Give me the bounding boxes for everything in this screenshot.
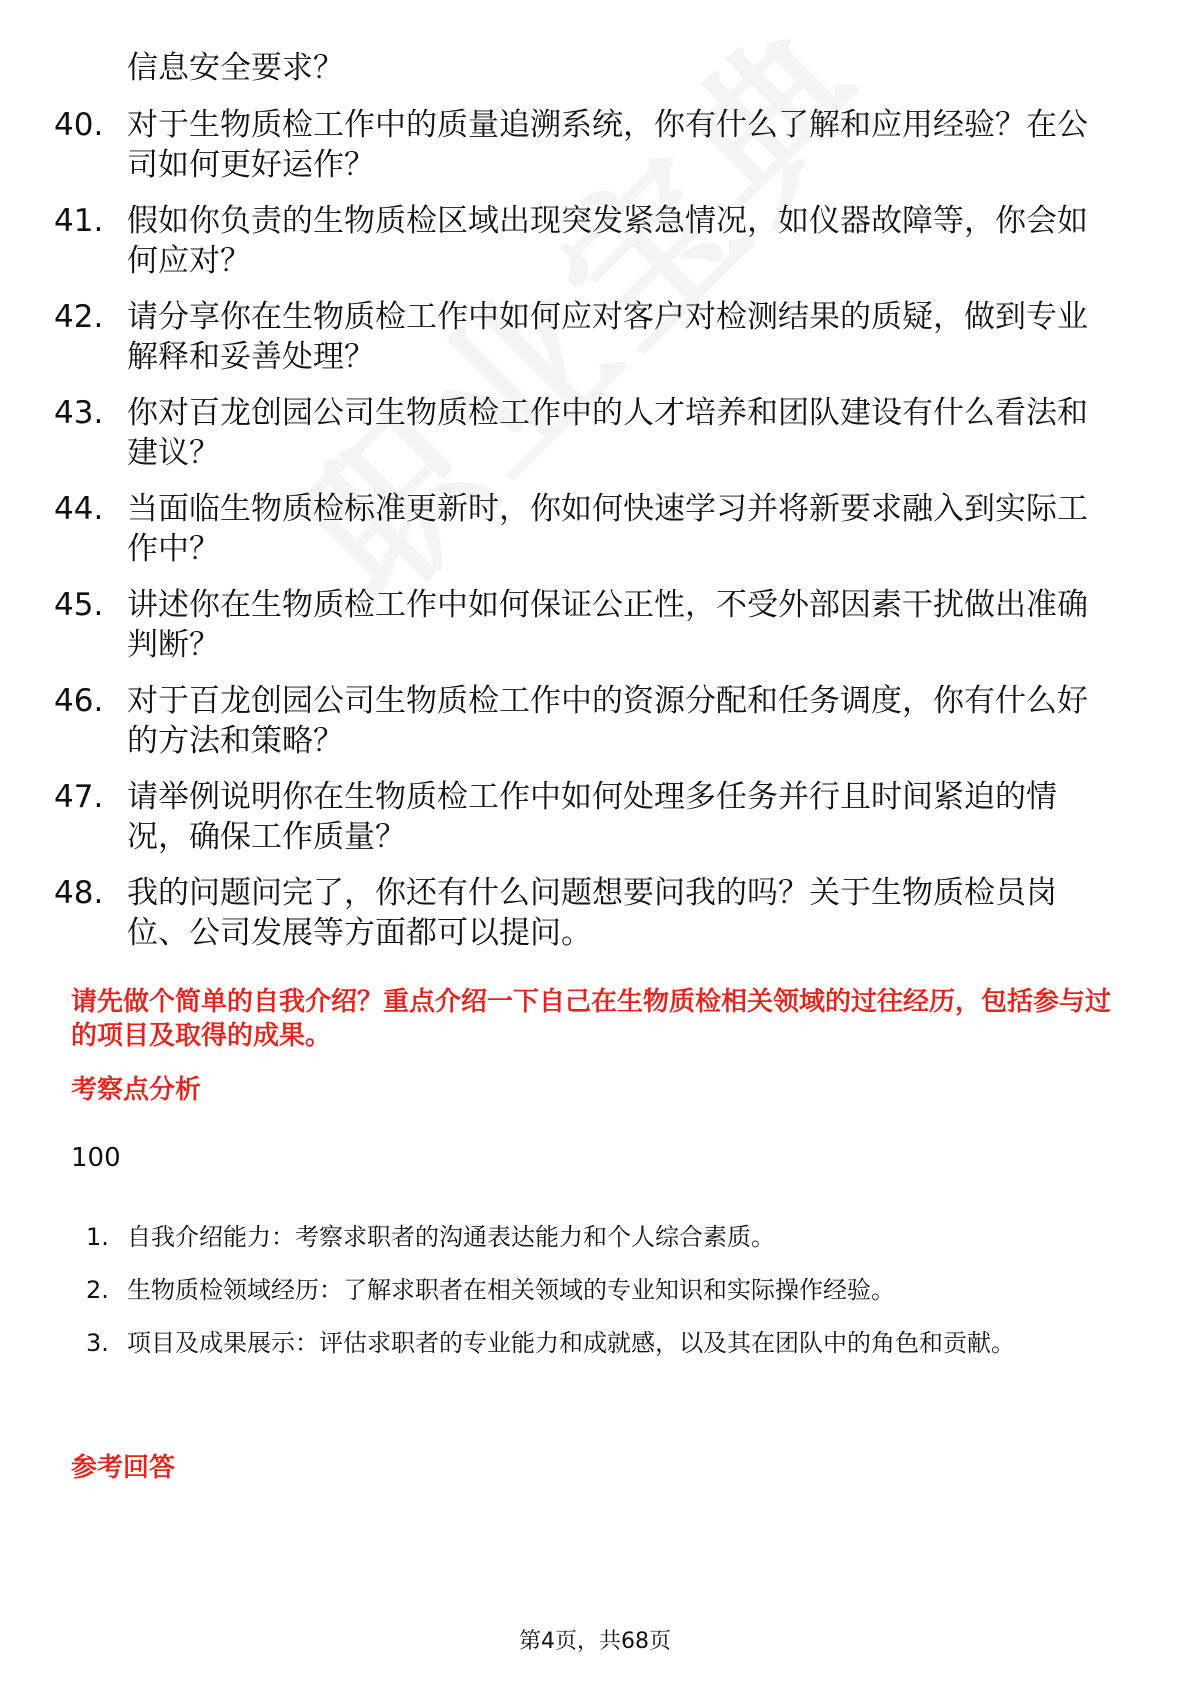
question-number: 41. [54, 203, 104, 239]
question-number: 42. [54, 299, 104, 335]
question-number: 40. [54, 107, 104, 143]
question-number: 46. [54, 683, 104, 719]
question-number: 44. [54, 491, 104, 527]
question-number: 47. [54, 779, 104, 815]
question-text: 假如你负责的生物质检区域出现突发紧急情况，如仪器故障等，你会如何应对？ [127, 203, 1088, 279]
question-text: 信息安全要求？ [127, 50, 344, 86]
question-number: 48. [54, 875, 104, 911]
question-text: 你对百龙创园公司生物质检工作中的人才培养和团队建设有什么看法和建议？ [127, 395, 1088, 471]
analysis-point-text: 项目及成果展示：评估求职者的专业能力和成就感，以及其在团队中的角色和贡献。 [127, 1329, 1015, 1357]
question-text: 我的问题问完了，你还有什么问题想要问我的吗？关于生物质检员岗位、公司发展等方面都可以提问。 [127, 875, 1057, 951]
analysis-point-text: 自我介绍能力：考察求职者的沟通表达能力和个人综合素质。 [127, 1223, 775, 1251]
score-value: 100 [71, 1143, 121, 1173]
question-text: 讲述你在生物质检工作中如何保证公正性，不受外部因素干扰做出准确判断？ [127, 587, 1088, 663]
analysis-point-number: 1. [86, 1223, 109, 1251]
question-text: 对于生物质检工作中的质量追溯系统，你有什么了解和应用经验？在公司如何更好运作？ [127, 107, 1088, 183]
analysis-heading: 考察点分析 [71, 1075, 202, 1105]
highlight-question: 请先做个简单的自我介绍？重点介绍一下自己在生物质检相关领域的过往经历，包括参与过的项目及取得的成果。 [71, 987, 1112, 1051]
question-text: 请分享你在生物质检工作中如何应对客户对检测结果的质疑，做到专业解释和妥善处理？ [127, 299, 1088, 375]
answer-heading: 参考回答 [71, 1453, 176, 1483]
analysis-point-number: 3. [86, 1329, 109, 1357]
question-text: 对于百龙创园公司生物质检工作中的资源分配和任务调度，你有什么好的方法和策略？ [127, 683, 1088, 759]
question-text: 请举例说明你在生物质检工作中如何处理多任务并行且时间紧迫的情况，确保工作质量？ [127, 779, 1057, 855]
question-text: 当面临生物质检标准更新时，你如何快速学习并将新要求融入到实际工作中？ [127, 491, 1088, 567]
analysis-point-text: 生物质检领域经历：了解求职者在相关领域的专业知识和实际操作经验。 [127, 1276, 895, 1304]
analysis-point-number: 2. [86, 1276, 109, 1304]
question-number: 43. [54, 395, 104, 431]
page-footer: 第4页，共68页 [519, 1629, 671, 1654]
question-number: 45. [54, 587, 104, 623]
